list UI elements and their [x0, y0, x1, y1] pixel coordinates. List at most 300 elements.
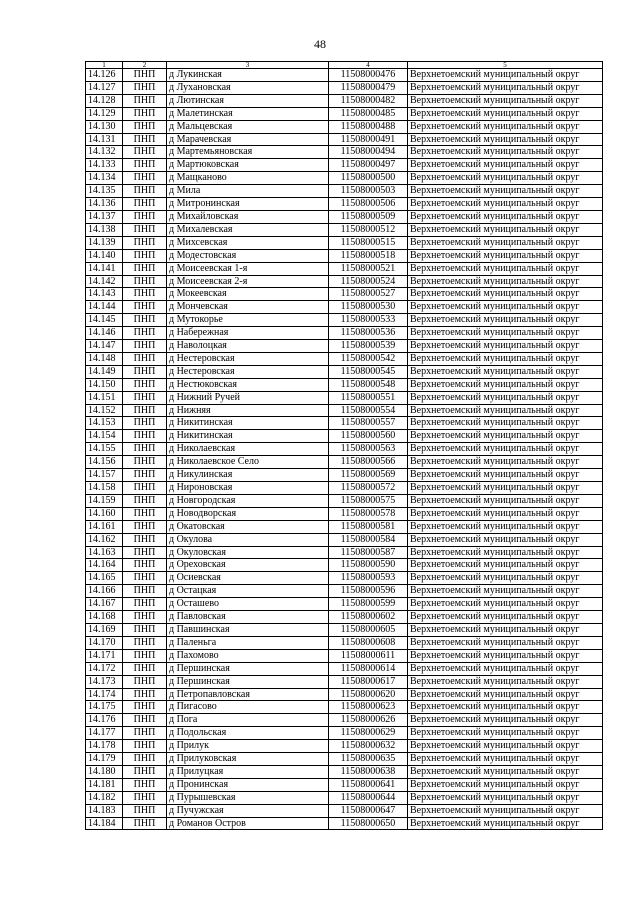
row-index-cell: 14.184 — [86, 817, 123, 830]
column-number-4: 4 — [329, 62, 408, 69]
locality-name-cell: д Пигасово — [167, 701, 329, 714]
municipality-cell: Верхнетоемский муниципальный округ — [408, 482, 603, 495]
row-index-cell: 14.152 — [86, 404, 123, 417]
row-index-cell: 14.165 — [86, 572, 123, 585]
column-number-1: 1 — [86, 62, 123, 69]
object-type-cell: ПНП — [123, 585, 167, 598]
locality-name-cell: д Романов Остров — [167, 817, 329, 830]
municipality-cell: Верхнетоемский муниципальный округ — [408, 146, 603, 159]
oktmo-code-cell: 11508000602 — [329, 611, 408, 624]
locality-name-cell: д Наволоцкая — [167, 340, 329, 353]
municipality-cell: Верхнетоемский муниципальный округ — [408, 327, 603, 340]
object-type-cell: ПНП — [123, 778, 167, 791]
municipality-cell: Верхнетоемский муниципальный округ — [408, 662, 603, 675]
row-index-cell: 14.130 — [86, 120, 123, 133]
oktmo-code-cell: 11508000488 — [329, 120, 408, 133]
table-row — [86, 236, 603, 249]
row-index-cell: 14.156 — [86, 456, 123, 469]
object-type-cell: ПНП — [123, 340, 167, 353]
object-type-cell: ПНП — [123, 688, 167, 701]
object-type-cell: ПНП — [123, 714, 167, 727]
locality-name-cell: д Ореховская — [167, 559, 329, 572]
table-row — [86, 443, 603, 456]
municipality-cell: Верхнетоемский муниципальный округ — [408, 688, 603, 701]
municipality-cell: Верхнетоемский муниципальный округ — [408, 507, 603, 520]
table-row — [86, 778, 603, 791]
table-row — [86, 288, 603, 301]
oktmo-code-cell: 11508000626 — [329, 714, 408, 727]
oktmo-code-cell: 11508000611 — [329, 649, 408, 662]
oktmo-code-cell: 11508000620 — [329, 688, 408, 701]
locality-name-cell: д Митронинская — [167, 198, 329, 211]
municipality-cell: Верхнетоемский муниципальный округ — [408, 675, 603, 688]
oktmo-code-cell: 11508000638 — [329, 765, 408, 778]
row-index-cell: 14.164 — [86, 559, 123, 572]
municipality-cell: Верхнетоемский муниципальный округ — [408, 804, 603, 817]
row-index-cell: 14.180 — [86, 765, 123, 778]
table-row — [86, 494, 603, 507]
table-row — [86, 701, 603, 714]
object-type-cell: ПНП — [123, 262, 167, 275]
locality-name-cell: д Окуловская — [167, 546, 329, 559]
municipality-cell: Верхнетоемский муниципальный округ — [408, 81, 603, 94]
oktmo-code-cell: 11508000578 — [329, 507, 408, 520]
row-index-cell: 14.146 — [86, 327, 123, 340]
table-row — [86, 262, 603, 275]
table-row — [86, 636, 603, 649]
municipality-cell: Верхнетоемский муниципальный округ — [408, 301, 603, 314]
oktmo-code-cell: 11508000641 — [329, 778, 408, 791]
object-type-cell: ПНП — [123, 365, 167, 378]
table-row — [86, 327, 603, 340]
oktmo-code-cell: 11508000482 — [329, 94, 408, 107]
oktmo-code-cell: 11508000605 — [329, 623, 408, 636]
table-row — [86, 714, 603, 727]
object-type-cell: ПНП — [123, 107, 167, 120]
locality-name-cell: д Мутокорье — [167, 314, 329, 327]
municipality-cell: Верхнетоемский муниципальный округ — [408, 714, 603, 727]
row-index-cell: 14.174 — [86, 688, 123, 701]
row-index-cell: 14.137 — [86, 210, 123, 223]
locality-name-cell: д Нироновская — [167, 482, 329, 495]
row-index-cell: 14.139 — [86, 236, 123, 249]
object-type-cell: ПНП — [123, 598, 167, 611]
object-type-cell: ПНП — [123, 520, 167, 533]
oktmo-code-cell: 11508000590 — [329, 559, 408, 572]
oktmo-code-cell: 11508000509 — [329, 210, 408, 223]
locality-name-cell: д Першинская — [167, 675, 329, 688]
row-index-cell: 14.176 — [86, 714, 123, 727]
object-type-cell: ПНП — [123, 288, 167, 301]
row-index-cell: 14.160 — [86, 507, 123, 520]
row-index-cell: 14.148 — [86, 352, 123, 365]
row-index-cell: 14.167 — [86, 598, 123, 611]
object-type-cell: ПНП — [123, 623, 167, 636]
municipality-cell: Верхнетоемский муниципальный округ — [408, 443, 603, 456]
municipality-cell: Верхнетоемский муниципальный округ — [408, 378, 603, 391]
locality-name-cell: д Никитинская — [167, 430, 329, 443]
municipality-cell: Верхнетоемский муниципальный округ — [408, 727, 603, 740]
table-row — [86, 159, 603, 172]
table-row — [86, 120, 603, 133]
object-type-cell: ПНП — [123, 223, 167, 236]
page-number: 48 — [314, 37, 326, 51]
object-type-cell: ПНП — [123, 649, 167, 662]
locality-name-cell: д Лютинская — [167, 94, 329, 107]
oktmo-code-cell: 11508000545 — [329, 365, 408, 378]
table-row — [86, 675, 603, 688]
locality-name-cell: д Пога — [167, 714, 329, 727]
locality-name-cell: д Марачевская — [167, 133, 329, 146]
locality-name-cell: д Моисеевская 2-я — [167, 275, 329, 288]
object-type-cell: ПНП — [123, 81, 167, 94]
locality-name-cell: д Мащканово — [167, 172, 329, 185]
oktmo-code-cell: 11508000644 — [329, 791, 408, 804]
municipality-cell: Верхнетоемский муниципальный округ — [408, 210, 603, 223]
object-type-cell: ПНП — [123, 443, 167, 456]
object-type-cell: ПНП — [123, 804, 167, 817]
oktmo-code-cell: 11508000476 — [329, 69, 408, 82]
municipality-cell: Верхнетоемский муниципальный округ — [408, 172, 603, 185]
column-number-row — [86, 62, 603, 69]
row-index-cell: 14.173 — [86, 675, 123, 688]
oktmo-code-cell: 11508000563 — [329, 443, 408, 456]
oktmo-code-cell: 11508000506 — [329, 198, 408, 211]
table-row — [86, 456, 603, 469]
municipality-cell: Верхнетоемский муниципальный округ — [408, 778, 603, 791]
object-type-cell: ПНП — [123, 391, 167, 404]
locality-name-cell: д Окулова — [167, 533, 329, 546]
locality-name-cell: д Новодворская — [167, 507, 329, 520]
municipality-cell: Верхнетоемский муниципальный округ — [408, 636, 603, 649]
locality-name-cell: д Петропавловская — [167, 688, 329, 701]
municipality-cell: Верхнетоемский муниципальный округ — [408, 365, 603, 378]
municipality-cell: Верхнетоемский муниципальный округ — [408, 69, 603, 82]
row-index-cell: 14.143 — [86, 288, 123, 301]
object-type-cell: ПНП — [123, 817, 167, 830]
row-index-cell: 14.178 — [86, 740, 123, 753]
table-row — [86, 611, 603, 624]
locality-name-cell: д Мончевская — [167, 301, 329, 314]
locality-name-cell: д Осиевская — [167, 572, 329, 585]
locality-name-cell: д Николаевская — [167, 443, 329, 456]
municipality-cell: Верхнетоемский муниципальный округ — [408, 314, 603, 327]
table-row — [86, 585, 603, 598]
table-row — [86, 275, 603, 288]
oktmo-code-cell: 11508000542 — [329, 352, 408, 365]
oktmo-code-cell: 11508000539 — [329, 340, 408, 353]
oktmo-code-cell: 11508000593 — [329, 572, 408, 585]
oktmo-code-cell: 11508000581 — [329, 520, 408, 533]
municipality-cell: Верхнетоемский муниципальный округ — [408, 288, 603, 301]
locality-name-cell: д Прилуцкая — [167, 765, 329, 778]
municipality-cell: Верхнетоемский муниципальный округ — [408, 236, 603, 249]
row-index-cell: 14.171 — [86, 649, 123, 662]
locality-name-cell: д Лухановская — [167, 81, 329, 94]
object-type-cell: ПНП — [123, 275, 167, 288]
oktmo-code-cell: 11508000629 — [329, 727, 408, 740]
table-row — [86, 340, 603, 353]
table-row — [86, 623, 603, 636]
locality-name-cell: д Новгородская — [167, 494, 329, 507]
column-number-3: 3 — [167, 62, 329, 69]
object-type-cell: ПНП — [123, 146, 167, 159]
oktmo-code-cell: 11508000596 — [329, 585, 408, 598]
object-type-cell: ПНП — [123, 727, 167, 740]
row-index-cell: 14.141 — [86, 262, 123, 275]
oktmo-code-cell: 11508000557 — [329, 417, 408, 430]
locality-name-cell: д Никулинская — [167, 469, 329, 482]
row-index-cell: 14.136 — [86, 198, 123, 211]
locality-name-cell: д Окатовская — [167, 520, 329, 533]
oktmo-code-cell: 11508000650 — [329, 817, 408, 830]
locality-name-cell: д Набережная — [167, 327, 329, 340]
table-row — [86, 753, 603, 766]
locality-name-cell: д Моисеевская 1-я — [167, 262, 329, 275]
oktmo-code-cell: 11508000551 — [329, 391, 408, 404]
table-row — [86, 417, 603, 430]
municipality-cell: Верхнетоемский муниципальный округ — [408, 275, 603, 288]
table-row — [86, 469, 603, 482]
oktmo-code-cell: 11508000569 — [329, 469, 408, 482]
oktmo-code-cell: 11508000518 — [329, 249, 408, 262]
row-index-cell: 14.170 — [86, 636, 123, 649]
row-index-cell: 14.159 — [86, 494, 123, 507]
locality-name-cell: д Михсевская — [167, 236, 329, 249]
table-row — [86, 791, 603, 804]
row-index-cell: 14.153 — [86, 417, 123, 430]
locality-name-cell: д Пронинская — [167, 778, 329, 791]
locality-name-cell: д Лукинская — [167, 69, 329, 82]
row-index-cell: 14.131 — [86, 133, 123, 146]
row-index-cell: 14.151 — [86, 391, 123, 404]
oktmo-code-cell: 11508000575 — [329, 494, 408, 507]
row-index-cell: 14.132 — [86, 146, 123, 159]
oktmo-code-cell: 11508000524 — [329, 275, 408, 288]
table-row — [86, 81, 603, 94]
table-row — [86, 404, 603, 417]
object-type-cell: ПНП — [123, 210, 167, 223]
row-index-cell: 14.149 — [86, 365, 123, 378]
row-index-cell: 14.168 — [86, 611, 123, 624]
municipality-cell: Верхнетоемский муниципальный округ — [408, 598, 603, 611]
oktmo-code-cell: 11508000647 — [329, 804, 408, 817]
municipality-cell: Верхнетоемский муниципальный округ — [408, 185, 603, 198]
object-type-cell: ПНП — [123, 740, 167, 753]
table-row — [86, 804, 603, 817]
table-row — [86, 314, 603, 327]
oktmo-code-cell: 11508000608 — [329, 636, 408, 649]
oktmo-code-cell: 11508000599 — [329, 598, 408, 611]
row-index-cell: 14.183 — [86, 804, 123, 817]
oktmo-code-cell: 11508000503 — [329, 185, 408, 198]
row-index-cell: 14.169 — [86, 623, 123, 636]
locality-name-cell: д Мальцевская — [167, 120, 329, 133]
object-type-cell: ПНП — [123, 314, 167, 327]
row-index-cell: 14.161 — [86, 520, 123, 533]
municipality-cell: Верхнетоемский муниципальный округ — [408, 649, 603, 662]
object-type-cell: ПНП — [123, 378, 167, 391]
object-type-cell: ПНП — [123, 301, 167, 314]
municipality-cell: Верхнетоемский муниципальный округ — [408, 701, 603, 714]
object-type-cell: ПНП — [123, 198, 167, 211]
municipality-cell: Верхнетоемский муниципальный округ — [408, 546, 603, 559]
row-index-cell: 14.163 — [86, 546, 123, 559]
object-type-cell: ПНП — [123, 494, 167, 507]
municipality-cell: Верхнетоемский муниципальный округ — [408, 611, 603, 624]
locality-name-cell: д Малетинская — [167, 107, 329, 120]
oktmo-code-cell: 11508000479 — [329, 81, 408, 94]
oktmo-code-cell: 11508000533 — [329, 314, 408, 327]
row-index-cell: 14.145 — [86, 314, 123, 327]
row-index-cell: 14.181 — [86, 778, 123, 791]
locality-name-cell: д Павловская — [167, 611, 329, 624]
row-index-cell: 14.162 — [86, 533, 123, 546]
municipality-cell: Верхнетоемский муниципальный округ — [408, 198, 603, 211]
municipality-cell: Верхнетоемский муниципальный округ — [408, 456, 603, 469]
locality-name-cell: д Нижняя — [167, 404, 329, 417]
municipality-cell: Верхнетоемский муниципальный округ — [408, 559, 603, 572]
table-row — [86, 69, 603, 82]
object-type-cell: ПНП — [123, 417, 167, 430]
table-row — [86, 740, 603, 753]
municipality-cell: Верхнетоемский муниципальный округ — [408, 585, 603, 598]
locality-name-cell: д Мокеевская — [167, 288, 329, 301]
oktmo-code-cell: 11508000485 — [329, 107, 408, 120]
oktmo-code-cell: 11508000494 — [329, 146, 408, 159]
object-type-cell: ПНП — [123, 69, 167, 82]
row-index-cell: 14.182 — [86, 791, 123, 804]
municipality-cell: Верхнетоемский муниципальный округ — [408, 430, 603, 443]
locality-name-cell: д Нестеровская — [167, 352, 329, 365]
municipality-cell: Верхнетоемский муниципальный округ — [408, 520, 603, 533]
row-index-cell: 14.140 — [86, 249, 123, 262]
locality-name-cell: д Пучужская — [167, 804, 329, 817]
row-index-cell: 14.126 — [86, 69, 123, 82]
table-row — [86, 430, 603, 443]
municipality-cell: Верхнетоемский муниципальный округ — [408, 572, 603, 585]
municipality-cell: Верхнетоемский муниципальный округ — [408, 94, 603, 107]
table-row — [86, 817, 603, 830]
municipality-cell: Верхнетоемский муниципальный округ — [408, 159, 603, 172]
object-type-cell: ПНП — [123, 404, 167, 417]
table-row — [86, 765, 603, 778]
locality-name-cell: д Нестюковская — [167, 378, 329, 391]
table-row — [86, 185, 603, 198]
oktmo-code-cell: 11508000566 — [329, 456, 408, 469]
object-type-cell: ПНП — [123, 507, 167, 520]
table-row — [86, 533, 603, 546]
table-row — [86, 727, 603, 740]
object-type-cell: ПНП — [123, 482, 167, 495]
municipality-cell: Верхнетоемский муниципальный округ — [408, 533, 603, 546]
oktmo-code-cell: 11508000512 — [329, 223, 408, 236]
object-type-cell: ПНП — [123, 120, 167, 133]
table-row — [86, 662, 603, 675]
locality-name-cell: д Павшинская — [167, 623, 329, 636]
oktmo-code-cell: 11508000617 — [329, 675, 408, 688]
locality-name-cell: д Никитинская — [167, 417, 329, 430]
locality-name-cell: д Нестеровская — [167, 365, 329, 378]
object-type-cell: ПНП — [123, 236, 167, 249]
table-body — [86, 62, 603, 830]
municipality-cell: Верхнетоемский муниципальный округ — [408, 623, 603, 636]
locality-name-cell: д Прилуковская — [167, 753, 329, 766]
oktmo-code-cell: 11508000623 — [329, 701, 408, 714]
oktmo-code-cell: 11508000500 — [329, 172, 408, 185]
object-type-cell: ПНП — [123, 753, 167, 766]
table-row — [86, 94, 603, 107]
municipality-cell: Верхнетоемский муниципальный округ — [408, 469, 603, 482]
table-row — [86, 378, 603, 391]
row-index-cell: 14.150 — [86, 378, 123, 391]
object-type-cell: ПНП — [123, 133, 167, 146]
column-number-2: 2 — [123, 62, 167, 69]
object-type-cell: ПНП — [123, 559, 167, 572]
oktmo-code-cell: 11508000521 — [329, 262, 408, 275]
object-type-cell: ПНП — [123, 185, 167, 198]
municipality-cell: Верхнетоемский муниципальный округ — [408, 391, 603, 404]
row-index-cell: 14.177 — [86, 727, 123, 740]
table-row — [86, 352, 603, 365]
object-type-cell: ПНП — [123, 662, 167, 675]
table-row — [86, 172, 603, 185]
locality-name-cell: д Нижний Ручей — [167, 391, 329, 404]
row-index-cell: 14.166 — [86, 585, 123, 598]
object-type-cell: ПНП — [123, 533, 167, 546]
oktmo-code-cell: 11508000572 — [329, 482, 408, 495]
locality-name-cell: д Мила — [167, 185, 329, 198]
table-row — [86, 249, 603, 262]
oktmo-code-cell: 11508000554 — [329, 404, 408, 417]
municipality-cell: Верхнетоемский муниципальный округ — [408, 107, 603, 120]
table-row — [86, 507, 603, 520]
row-index-cell: 14.129 — [86, 107, 123, 120]
object-type-cell: ПНП — [123, 469, 167, 482]
table-row — [86, 301, 603, 314]
table-row — [86, 559, 603, 572]
row-index-cell: 14.154 — [86, 430, 123, 443]
oktmo-code-cell: 11508000530 — [329, 301, 408, 314]
municipality-cell: Верхнетоемский муниципальный округ — [408, 753, 603, 766]
oktmo-code-cell: 11508000614 — [329, 662, 408, 675]
municipality-cell: Верхнетоемский муниципальный округ — [408, 765, 603, 778]
object-type-cell: ПНП — [123, 172, 167, 185]
oktmo-code-cell: 11508000527 — [329, 288, 408, 301]
locality-name-cell: д Мартемьяновская — [167, 146, 329, 159]
row-index-cell: 14.133 — [86, 159, 123, 172]
locality-name-cell: д Остацкая — [167, 585, 329, 598]
object-type-cell: ПНП — [123, 611, 167, 624]
row-index-cell: 14.144 — [86, 301, 123, 314]
table-row — [86, 482, 603, 495]
locality-name-cell: д Прилук — [167, 740, 329, 753]
oktmo-code-cell: 11508000632 — [329, 740, 408, 753]
oktmo-code-cell: 11508000560 — [329, 430, 408, 443]
oktmo-code-cell: 11508000548 — [329, 378, 408, 391]
locality-name-cell: д Першинская — [167, 662, 329, 675]
table-row — [86, 133, 603, 146]
row-index-cell: 14.157 — [86, 469, 123, 482]
municipality-cell: Верхнетоемский муниципальный округ — [408, 817, 603, 830]
row-index-cell: 14.172 — [86, 662, 123, 675]
object-type-cell: ПНП — [123, 94, 167, 107]
municipality-cell: Верхнетоемский муниципальный округ — [408, 249, 603, 262]
oktmo-code-cell: 11508000587 — [329, 546, 408, 559]
table-row — [86, 223, 603, 236]
oktmo-code-cell: 11508000584 — [329, 533, 408, 546]
row-index-cell: 14.134 — [86, 172, 123, 185]
